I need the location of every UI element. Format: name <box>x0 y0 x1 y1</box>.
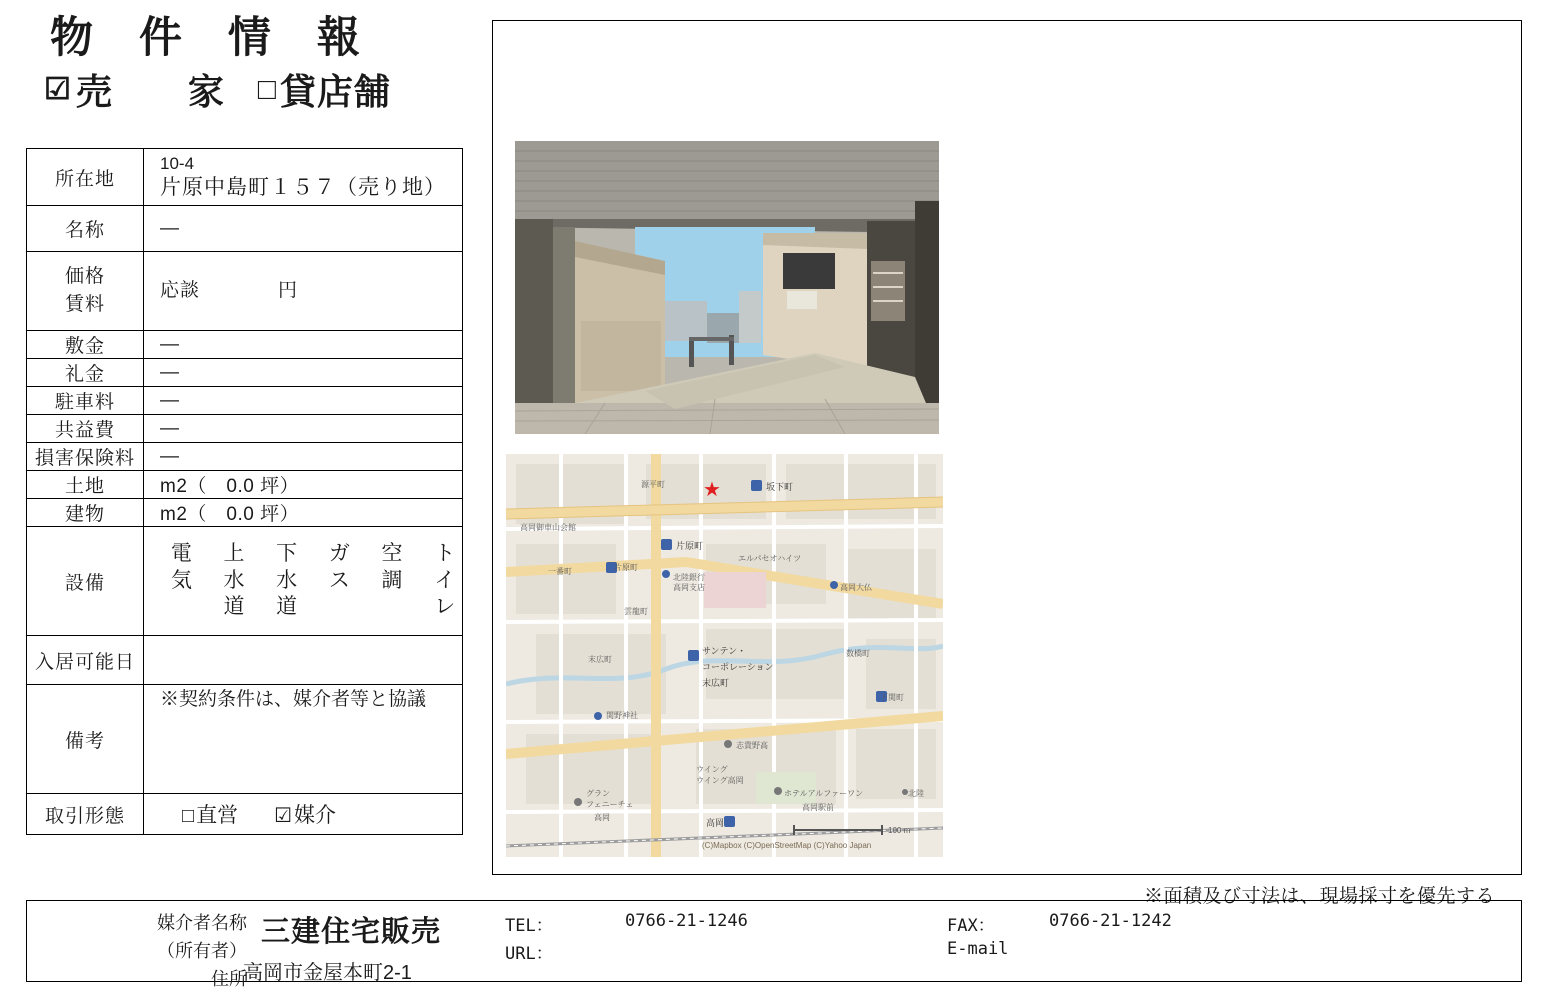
equipment-char: 道 <box>276 595 298 619</box>
property-photo <box>515 141 939 434</box>
equipment-char: 水 <box>276 568 298 592</box>
map-label: 源平町 <box>641 480 665 489</box>
address-label: 住所 <box>211 968 247 989</box>
fax-label: FAX： <box>947 916 995 936</box>
property-details-table <box>26 148 463 835</box>
location-map[interactable] <box>506 454 943 857</box>
map-label: 雲龍町 <box>624 607 648 616</box>
rent-checkbox[interactable]: □ <box>257 72 277 106</box>
equipment-char: ト <box>434 541 456 565</box>
equipment-char: ス <box>328 568 350 592</box>
equipment-item-toilet <box>433 541 456 622</box>
direct-checkbox[interactable]: □ <box>182 805 195 827</box>
map-label: 数橋町 <box>846 649 870 658</box>
location-lot-number: 10-4 <box>160 153 195 173</box>
row-label-insurance: 損害保険料 <box>27 443 144 471</box>
table-row-remarks <box>27 685 463 794</box>
transaction-broker-option[interactable] <box>274 799 336 829</box>
map-label: 志貴野高 <box>736 741 768 750</box>
map-label: 片原町 <box>614 563 638 572</box>
company-address: 高岡市金屋本町2-1 <box>243 962 412 984</box>
area-measurement-note: ※面積及び寸法は、現場採寸を優先する <box>1143 886 1495 907</box>
row-value-price <box>144 252 463 331</box>
equipment-list <box>160 533 456 630</box>
broker-checkbox[interactable]: ☑ <box>274 805 293 827</box>
row-label-name: 名称 <box>27 206 144 252</box>
row-label-building: 建物 <box>27 499 144 527</box>
row-label-land: 土地 <box>27 471 144 499</box>
equipment-item-air-conditioning <box>381 541 404 622</box>
row-value-common-fee: ― <box>144 415 463 443</box>
row-value-name: ― <box>144 206 463 252</box>
row-value-insurance: ― <box>144 443 463 471</box>
location-address: 片原中島町１５７（売り地） <box>160 175 446 199</box>
row-label-price-line1: 価格 <box>64 266 105 288</box>
equipment-item-electric <box>170 541 193 622</box>
map-label: 高岡支店 <box>673 583 705 592</box>
tel-label: TEL： <box>505 916 553 936</box>
equipment-char: 道 <box>223 595 245 619</box>
price-value: 応談 <box>160 279 201 301</box>
table-row-parking <box>27 387 463 415</box>
map-label: 高岡大仏 <box>840 583 872 592</box>
sale-checkbox[interactable]: ☑ <box>44 73 71 107</box>
email-label: E-mail <box>947 939 1009 959</box>
map-label: グラン <box>586 789 610 798</box>
transaction-type-options <box>160 799 456 829</box>
row-label-move-in-date: 入居可能日 <box>27 636 144 685</box>
row-label-price-line2: 賃料 <box>64 294 105 315</box>
map-scale-label: 100 m <box>888 826 911 835</box>
table-row-transaction-type <box>27 794 463 835</box>
direct-label: 直営 <box>196 804 239 827</box>
row-value-remarks: ※契約条件は、媒介者等と協議 <box>144 685 463 794</box>
row-label-equipment: 設備 <box>27 527 144 636</box>
map-label: 片原町 <box>676 541 704 551</box>
media-panel <box>492 20 1522 907</box>
row-value-deposit: ― <box>144 331 463 359</box>
map-label: 高岡 <box>706 818 725 828</box>
equipment-char: 下 <box>276 541 298 565</box>
rent-label: 貸店舗 <box>280 71 392 113</box>
equipment-char: 調 <box>381 568 403 592</box>
equipment-item-water-supply <box>223 541 246 622</box>
map-label: 一番町 <box>548 567 572 576</box>
row-label-price <box>27 252 144 331</box>
table-row-insurance <box>27 443 463 471</box>
page-title: 物 件 情 報 <box>50 14 377 62</box>
map-label: 下関町 <box>880 693 904 702</box>
table-row-building <box>27 499 463 527</box>
row-label-common-fee: 共益費 <box>27 415 144 443</box>
owner-label: （所有者） <box>157 940 247 961</box>
property-photo-image <box>515 141 939 434</box>
transaction-direct-option[interactable] <box>182 799 238 829</box>
map-label: 関野神社 <box>606 711 638 720</box>
map-label: 高岡駅前 <box>802 803 834 812</box>
map-label: 坂下町 <box>766 482 794 492</box>
row-label-location: 所在地 <box>27 149 144 206</box>
map-star-marker: ★ <box>703 479 721 501</box>
row-value-equipment <box>144 527 463 636</box>
contact-footer <box>26 900 1522 989</box>
broker-labels <box>127 910 247 994</box>
row-value-location <box>144 149 463 206</box>
table-row-location <box>27 149 463 206</box>
property-type-row <box>44 64 466 115</box>
equipment-char: 水 <box>223 568 245 592</box>
map-label: フェニーチェ <box>586 800 634 809</box>
row-label-keymoney: 礼金 <box>27 359 144 387</box>
header-block <box>26 14 466 115</box>
row-label-remarks: 備考 <box>27 685 144 794</box>
row-label-parking: 駐車料 <box>27 387 144 415</box>
table-row-common-fee <box>27 415 463 443</box>
equipment-char: レ <box>434 595 456 619</box>
table-row-price <box>27 252 463 331</box>
map-label: ウイング <box>696 765 728 774</box>
url-label: URL： <box>505 944 553 964</box>
row-value-land: m2（ 0.0 坪） <box>144 471 463 499</box>
map-label: エルパセオハイツ <box>738 554 802 563</box>
equipment-char: イ <box>434 568 456 592</box>
row-label-deposit: 敷金 <box>27 331 144 359</box>
map-label: ウイング高岡 <box>696 776 744 785</box>
row-value-keymoney: ― <box>144 359 463 387</box>
fax-value: 0766-21-1242 <box>1049 911 1172 931</box>
table-row-name <box>27 206 463 252</box>
map-label: 北陸銀行 <box>673 573 705 582</box>
company-name: 三建住宅販売 <box>261 916 442 948</box>
table-row-keymoney <box>27 359 463 387</box>
equipment-item-gas <box>328 541 351 622</box>
map-label: サンテン・ <box>702 646 747 656</box>
equipment-char: 電 <box>170 541 192 565</box>
row-label-transaction-type: 取引形態 <box>27 794 144 835</box>
broker-label: 媒介 <box>294 804 337 827</box>
tel-value: 0766-21-1246 <box>625 911 748 931</box>
map-label: 末広町 <box>588 655 612 664</box>
broker-name-label: 媒介者名称 <box>157 913 247 933</box>
location-map-image <box>506 454 943 857</box>
equipment-char: ガ <box>328 541 350 565</box>
map-label: 北陸 <box>908 789 924 798</box>
row-value-move-in-date <box>144 636 463 685</box>
price-unit: 円 <box>278 279 299 301</box>
table-row-move-in-date <box>27 636 463 685</box>
table-row-equipment <box>27 527 463 636</box>
row-value-building: m2（ 0.0 坪） <box>144 499 463 527</box>
map-label: ホテルアルファーワン <box>784 789 864 798</box>
equipment-char: 気 <box>170 568 192 592</box>
map-label: 高岡 <box>594 813 610 822</box>
equipment-char: 空 <box>381 541 403 565</box>
row-value-parking: ― <box>144 387 463 415</box>
map-label: 高岡御車山会館 <box>520 523 576 532</box>
map-label: 末広町 <box>702 678 730 688</box>
map-attribution: (C)Mapbox (C)OpenStreetMap (C)Yahoo Japan <box>702 841 872 850</box>
table-row-land <box>27 471 463 499</box>
row-value-transaction-type <box>144 794 463 835</box>
equipment-item-sewage <box>275 541 298 622</box>
equipment-char: 上 <box>223 541 245 565</box>
sale-label: 売 家 <box>75 71 244 113</box>
map-label: コーポレーション <box>702 662 774 672</box>
table-row-deposit <box>27 331 463 359</box>
